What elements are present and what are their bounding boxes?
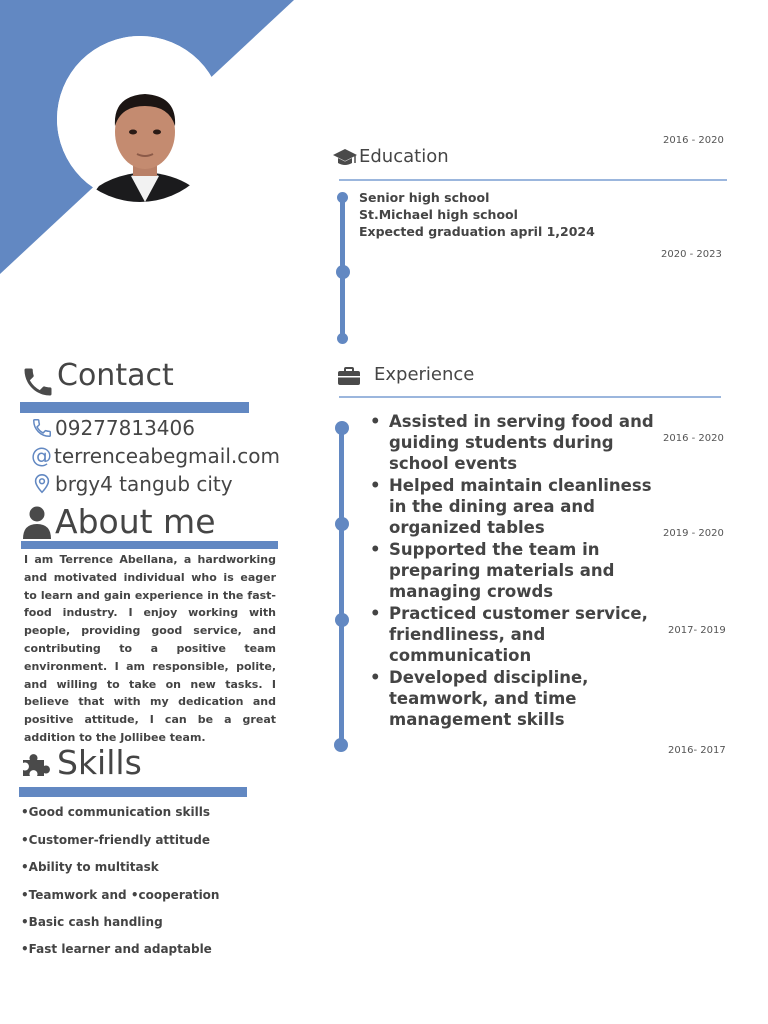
contact-heading: Contact [57,358,174,393]
briefcase-icon [338,367,360,385]
graduation-cap-icon [332,148,358,168]
education-heading: Education [359,146,449,167]
about-bar [21,541,278,549]
timeline-dot [334,738,348,752]
experience-divider [339,396,721,398]
experience-timeline [339,427,344,745]
experience-item: • Supported the team in preparing materials and managing crowds [370,540,615,601]
skills-bar [19,787,247,797]
location-pin-icon [31,473,53,495]
skill-item: •Ability to multitask [21,860,159,874]
experience-list [370,411,655,731]
about-text: I am Terrence Abellana, a hardworking and motivated individual who is eager to learn and gain experience in the fast-food industry. I enjoy working with people, providing good service, and contributing to a positive team environment. I am responsible, polite, and willing to take on new tasks. I believe that with my dedication and positive attitude, I can be a great addition to the Jollibee team. [24,553,276,744]
phone-outline-icon [31,417,53,439]
contact-phone [31,416,195,440]
experience-date: 2016 - 2020 [663,433,724,444]
education-level: Senior high school [359,190,490,205]
contact-email [31,444,280,468]
experience-item: • Developed discipline, teamwork, and time management skills [370,668,589,729]
skill-item: •Customer-friendly attitude [21,833,211,847]
contact-address [31,472,233,496]
experience-date: 2019 - 2020 [663,528,724,539]
phone-icon [20,364,56,400]
contact-address-text: brgy4 tangub city [55,472,233,496]
contact-email-text: terrenceabegmail.com [54,444,280,468]
education-school: St.Michael high school [359,207,518,222]
person-icon [22,505,52,539]
contact-phone-text: 09277813406 [55,416,195,440]
education-date-second: 2020 - 2023 [661,249,722,260]
about-heading: About me [55,502,216,541]
person-portrait [57,36,223,202]
education-details [359,189,595,240]
education-date-top: 2016 - 2020 [663,135,724,146]
timeline-dot [336,265,350,279]
experience-item: • Practiced customer service, friendliness, and communication [370,604,648,665]
timeline-dot [335,517,349,531]
skill-item: •Fast learner and adaptable [21,942,212,956]
timeline-dot [335,421,349,435]
puzzle-icon [21,753,55,777]
skill-item: •Good communication skills [21,805,210,819]
contact-bar [20,402,249,413]
timeline-dot [337,333,348,344]
skill-item: •Basic cash handling [21,915,163,929]
profile-photo [57,36,223,202]
education-divider [339,179,727,181]
timeline-dot [335,613,349,627]
experience-date: 2017- 2019 [668,625,726,636]
timeline-dot [337,192,348,203]
education-graduation: Expected graduation april 1,2024 [359,224,595,239]
at-icon: @ [31,444,52,468]
skills-heading: Skills [57,743,142,782]
experience-item: • Assisted in serving food and guiding students during school events [370,412,654,473]
experience-date: 2016- 2017 [668,745,726,756]
experience-item: • Helped maintain cleanliness in the dining area and organized tables [370,476,652,537]
experience-heading: Experience [374,364,475,385]
skill-item: •Teamwork and •cooperation [21,888,220,902]
